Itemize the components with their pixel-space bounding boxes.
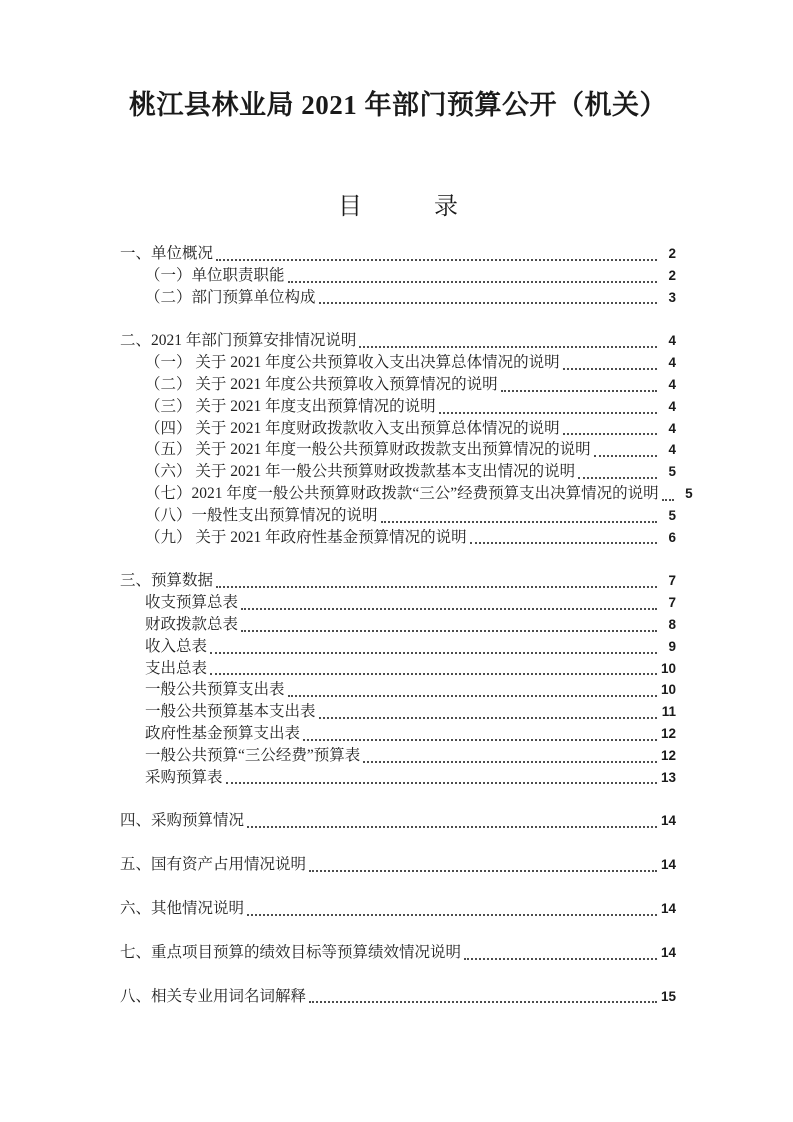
toc-page-number: 13 <box>660 769 676 785</box>
toc-page-number: 5 <box>668 507 676 523</box>
toc-row[interactable] <box>120 243 676 265</box>
toc-page-number: 8 <box>668 616 676 632</box>
toc-leader-dots <box>470 542 657 544</box>
toc-row[interactable] <box>120 658 676 680</box>
toc-page-number: 14 <box>660 813 676 829</box>
toc-leader-dots <box>594 455 657 457</box>
toc-leader-dots <box>381 521 657 523</box>
toc-row[interactable] <box>120 810 676 832</box>
toc-row[interactable] <box>120 527 676 549</box>
toc-section <box>120 810 676 832</box>
toc-leader-dots <box>319 717 657 719</box>
toc-page-number: 14 <box>660 944 676 960</box>
toc-page-number: 4 <box>668 398 676 414</box>
toc-row[interactable] <box>120 570 676 592</box>
toc-page-number: 12 <box>660 747 676 763</box>
toc-entry-label: 一、单位概况 <box>120 245 214 262</box>
toc-entry-label: 七、重点项目预算的绩效目标等预算绩效情况说明 <box>120 943 462 961</box>
toc-row[interactable] <box>120 942 676 964</box>
toc-page-number: 14 <box>660 900 676 916</box>
toc-page-number: 4 <box>668 420 676 436</box>
toc-leader-dots <box>288 281 657 283</box>
toc-entry-label: 政府性基金预算支出表 <box>145 724 301 742</box>
toc-row[interactable] <box>120 636 676 658</box>
toc-page-number: 2 <box>668 267 676 283</box>
toc-leader-dots <box>439 412 657 414</box>
toc-row[interactable] <box>120 767 676 789</box>
toc-leader-dots <box>309 1001 657 1003</box>
toc-section <box>120 942 676 964</box>
toc-entry-label: （二）部门预算单位构成 <box>145 288 316 306</box>
toc-entry-label: 收支预算总表 <box>145 594 239 612</box>
toc-entry-label: 一般公共预算“三公经费”预算表 <box>145 746 361 764</box>
toc-entry-label: 八、相关专业用词名词解释 <box>120 987 307 1005</box>
toc-section <box>120 898 676 920</box>
toc-entry-label: （五） 关于 2021 年度一般公共预算财政拨款支出预算情况的说明 <box>145 441 591 459</box>
toc-entry-label: 五、国有资产占用情况说明 <box>120 856 307 874</box>
toc-entry-label: （四） 关于 2021 年度财政拨款收入支出预算总体情况的说明 <box>145 419 560 437</box>
toc-section <box>120 570 676 788</box>
toc-page-number: 4 <box>668 442 676 458</box>
toc-leader-dots <box>303 739 657 741</box>
toc-entry-label: 四、采购预算情况 <box>120 812 245 830</box>
toc-entry-label: （一） 关于 2021 年度公共预算收入支出决算总体情况的说明 <box>145 354 560 372</box>
toc-leader-dots <box>359 346 657 348</box>
toc-section <box>120 986 676 1008</box>
toc-row[interactable] <box>120 265 676 287</box>
toc <box>120 243 693 1007</box>
toc-entry-label: （九） 关于 2021 年政府性基金预算情况的说明 <box>145 528 467 546</box>
toc-page-number: 10 <box>660 660 676 676</box>
toc-row[interactable] <box>120 986 676 1008</box>
toc-leader-dots <box>210 652 657 654</box>
toc-page-number: 14 <box>660 857 676 873</box>
toc-row[interactable] <box>120 396 676 418</box>
toc-row[interactable] <box>120 461 676 483</box>
toc-entry-label: 收入总表 <box>145 637 208 655</box>
toc-row[interactable] <box>120 374 676 396</box>
toc-entry-label: （二） 关于 2021 年度公共预算收入预算情况的说明 <box>145 375 498 393</box>
toc-page-number: 4 <box>668 333 676 349</box>
toc-page-number: 11 <box>661 704 676 720</box>
toc-page-number: 4 <box>668 376 676 392</box>
toc-section <box>120 243 676 308</box>
toc-leader-dots <box>241 608 657 610</box>
toc-row[interactable] <box>120 679 676 701</box>
toc-entry-label: 六、其他情况说明 <box>120 899 245 917</box>
toc-entry-label: 三、预算数据 <box>120 572 214 590</box>
toc-section <box>120 854 676 876</box>
toc-leader-dots <box>288 695 657 697</box>
toc-page-number: 7 <box>668 595 676 611</box>
toc-row[interactable] <box>120 614 676 636</box>
toc-row[interactable] <box>120 592 676 614</box>
toc-row[interactable] <box>120 854 676 876</box>
toc-entry-label: 采购预算表 <box>145 768 223 786</box>
toc-leader-dots <box>247 826 657 828</box>
toc-leader-dots <box>464 958 657 960</box>
toc-entry-label: （七）2021 年度一般公共预算财政拨款“三公”经费预算支出决算情况的说明 <box>145 484 659 502</box>
toc-entry-label: （三） 关于 2021 年度支出预算情况的说明 <box>145 397 436 415</box>
toc-page-number: 3 <box>668 289 676 305</box>
toc-row[interactable] <box>120 898 676 920</box>
toc-leader-dots <box>501 390 657 392</box>
toc-page-number: 7 <box>668 573 676 589</box>
toc-leader-dots <box>226 782 657 784</box>
toc-entry-label: （一）单位职责职能 <box>145 266 285 284</box>
toc-row[interactable] <box>120 483 693 505</box>
toc-row[interactable] <box>120 701 676 723</box>
toc-page-number: 6 <box>668 529 676 545</box>
toc-row[interactable] <box>120 352 676 374</box>
toc-entry-label: 一般公共预算支出表 <box>145 681 285 699</box>
toc-page-number: 12 <box>660 725 676 741</box>
toc-leader-dots <box>210 673 657 675</box>
toc-page-number: 10 <box>660 682 676 698</box>
toc-leader-dots <box>563 368 657 370</box>
toc-row[interactable] <box>120 439 676 461</box>
toc-row[interactable] <box>120 330 676 352</box>
toc-page-number: 4 <box>668 355 676 371</box>
toc-row[interactable] <box>120 505 676 527</box>
toc-section <box>120 330 693 548</box>
toc-row[interactable] <box>120 745 676 767</box>
toc-heading: 目 录 <box>338 194 458 220</box>
toc-page-number: 5 <box>668 464 676 480</box>
toc-leader-dots <box>563 433 657 435</box>
toc-entry-label: （八）一般性支出预算情况的说明 <box>145 506 378 524</box>
toc-leader-dots <box>662 499 674 501</box>
toc-entry-label: （六） 关于 2021 年一般公共预算财政拨款基本支出情况的说明 <box>145 463 576 481</box>
toc-leader-dots <box>241 630 657 632</box>
document-title: 桃江县林业局 2021 年部门预算公开（机关） <box>129 90 667 120</box>
toc-leader-dots <box>578 477 657 479</box>
toc-entry-label: 二、2021 年部门预算安排情况说明 <box>120 332 357 350</box>
toc-page-number: 2 <box>668 246 676 261</box>
toc-leader-dots <box>216 259 657 261</box>
toc-leader-dots <box>216 586 657 588</box>
toc-page-number: 5 <box>685 485 693 501</box>
toc-row[interactable] <box>120 418 676 440</box>
toc-page-number: 9 <box>668 638 676 654</box>
toc-row[interactable] <box>120 287 676 309</box>
toc-leader-dots <box>309 870 657 872</box>
toc-leader-dots <box>363 761 657 763</box>
toc-row[interactable] <box>120 723 676 745</box>
toc-leader-dots <box>319 302 657 304</box>
toc-entry-label: 一般公共预算基本支出表 <box>145 703 316 721</box>
toc-entry-label: 支出总表 <box>145 659 208 677</box>
toc-leader-dots <box>247 914 657 916</box>
toc-page-number: 15 <box>660 988 676 1004</box>
toc-entry-label: 财政拨款总表 <box>145 615 239 633</box>
